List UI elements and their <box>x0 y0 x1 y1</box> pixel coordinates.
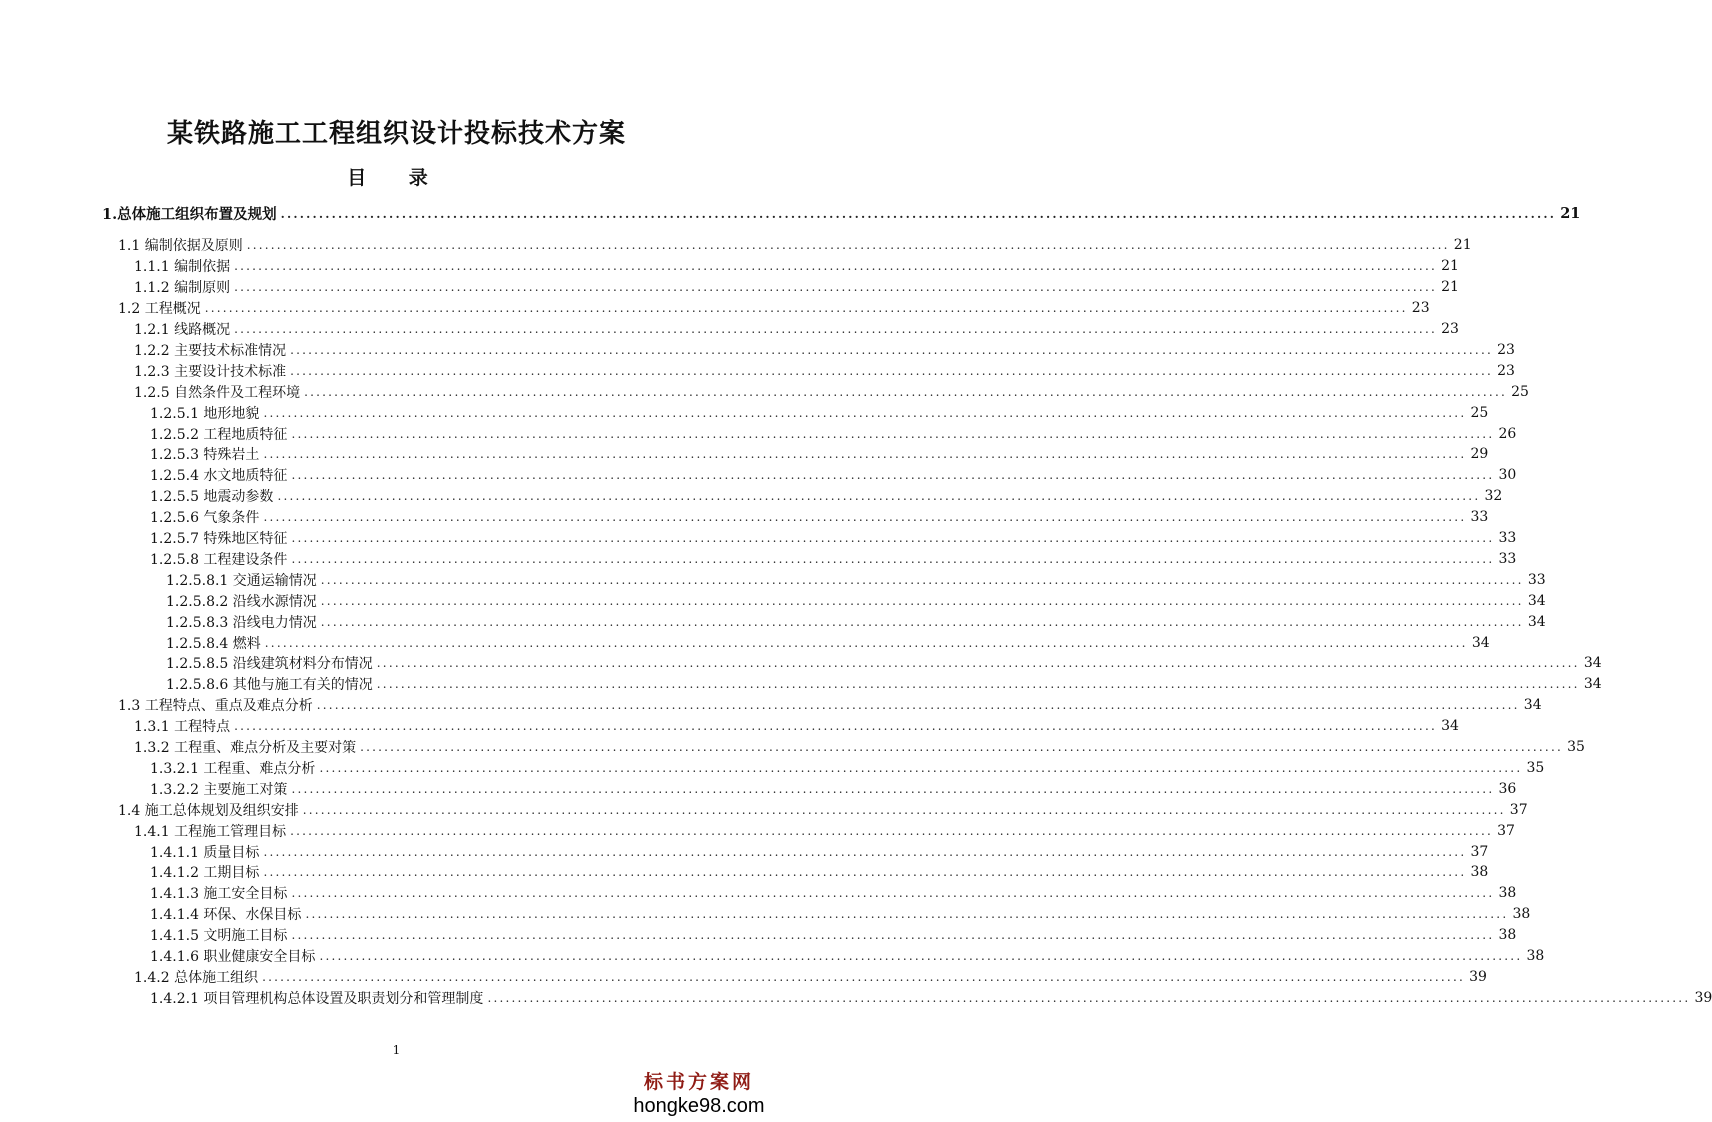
toc-entry-label: 1.总体施工组织布置及规划 <box>102 206 277 223</box>
toc-dot-leader: ........................................................................................................................................................................................................ <box>262 969 1465 984</box>
toc-dot-leader: ........................................................................................................................................................................................................ <box>291 886 1495 901</box>
toc-entry[interactable] <box>0 548 1517 569</box>
toc-dot-leader: ........................................................................................................................................................................................................ <box>204 301 1408 316</box>
toc-entry-page: 26 <box>1498 425 1517 442</box>
toc-entry-label: 1.3.2 工程重、难点分析及主要对策 <box>134 740 357 756</box>
toc-dot-leader: ........................................................................................................................................................................................................ <box>263 447 1467 462</box>
toc-entry-label: 1.2 工程概况 <box>118 301 201 318</box>
toc-entry-label: 1.2.5.3 特殊岩土 <box>150 447 260 464</box>
toc-entry-label: 1.2.1 线路概况 <box>134 322 231 338</box>
toc-entry[interactable] <box>0 235 1472 256</box>
toc-entry-page: 38 <box>1470 864 1489 881</box>
toc-dot-leader: ........................................................................................................................................................................................................ <box>291 531 1495 545</box>
toc-entry[interactable] <box>0 444 1489 465</box>
toc-entry-label: 1.4.1.2 工期目标 <box>150 865 260 882</box>
toc-entry-page: 33 <box>1527 571 1546 588</box>
toc-entry[interactable] <box>0 904 1531 925</box>
toc-dot-leader: ........................................................................................................................................................................................................ <box>302 802 1506 817</box>
toc-entry-label: 1.4.2 总体施工组织 <box>134 969 259 986</box>
toc-entry[interactable] <box>0 528 1517 549</box>
toc-entry-label: 1.2.3 主要设计技术标准 <box>134 363 287 380</box>
toc-entry-label: 1.3.2.1 工程重、难点分析 <box>150 760 316 777</box>
toc-entry-page: 34 <box>1527 592 1546 609</box>
toc-dot-leader: ........................................................................................................................................................................................................ <box>234 322 1437 336</box>
toc-entry-page: 33 <box>1498 530 1517 546</box>
toc-entry-label: 1.3 工程特点、重点及难点分析 <box>118 698 313 715</box>
toc-dot-leader: ........................................................................................................................................................................................................ <box>290 342 1493 357</box>
toc-entry[interactable] <box>0 653 1602 674</box>
toc-entry[interactable] <box>0 966 1487 987</box>
toc-entry-page: 35 <box>1567 739 1585 755</box>
toc-entry-label: 1.3.1 工程特点 <box>134 719 231 736</box>
toc-dot-leader: ........................................................................................................................................................................................................ <box>234 259 1437 274</box>
toc-entry[interactable] <box>0 590 1546 611</box>
toc-dot-leader: ........................................................................................................................................................................................................ <box>304 384 1507 399</box>
toc-entry-page: 25 <box>1511 383 1529 400</box>
toc-entry-label: 1.2.5.8.3 沿线电力情况 <box>166 614 317 631</box>
toc-entry-page: 38 <box>1498 885 1517 902</box>
toc-entry-label: 1.2.5.1 地形地貌 <box>150 405 260 422</box>
toc-dot-leader: ........................................................................................................................................................................................................ <box>234 719 1437 734</box>
toc-entry-label: 1.2.5.2 工程地质特征 <box>150 426 288 443</box>
toc-entry[interactable] <box>0 716 1459 737</box>
toc-dot-leader: ........................................................................................................................................................................................................ <box>291 928 1495 943</box>
toc-entry-page: 23 <box>1441 321 1459 337</box>
toc-entry[interactable] <box>0 820 1515 841</box>
toc-entry[interactable] <box>0 486 1503 507</box>
toc-entry-label: 1.2.5.8.6 其他与施工有关的情况 <box>166 677 373 694</box>
toc-entry-label: 1.2.5.7 特殊地区特征 <box>150 531 288 547</box>
toc-dot-leader: ........................................................................................................................................................................................................ <box>291 468 1495 483</box>
toc-dot-leader: ........................................................................................................................................................................................................ <box>316 698 1520 713</box>
toc-entry-page: 35 <box>1526 759 1545 776</box>
toc-entry[interactable] <box>0 319 1459 340</box>
toc-entry-page: 38 <box>1512 906 1531 923</box>
toc-entry-label: 1.4.1.1 质量目标 <box>150 844 260 861</box>
toc-entry[interactable] <box>0 203 1581 224</box>
toc-entry-page: 34 <box>1583 676 1602 693</box>
toc-entry-page: 34 <box>1441 718 1459 735</box>
toc-entry-label: 1.2.5.8 工程建设条件 <box>150 551 288 568</box>
toc-entry[interactable] <box>0 862 1489 883</box>
toc-entry-label: 1.2.5.8.1 交通运输情况 <box>166 572 317 589</box>
site-watermark <box>619 1070 779 1118</box>
toc-entry-page: 37 <box>1470 843 1489 860</box>
toc-entry-label: 1.2.5.8.4 燃料 <box>166 635 261 652</box>
toc-entry[interactable] <box>0 298 1430 319</box>
toc-entry-page: 36 <box>1498 780 1517 797</box>
toc-entry-page: 21 <box>1560 205 1581 222</box>
toc-dot-leader: ........................................................................................................................................................................................................ <box>291 426 1495 441</box>
toc-dot-leader: ........................................................................................................................................................................................................ <box>319 949 1523 963</box>
toc-dot-leader: ........................................................................................................................................................................................................ <box>263 865 1467 880</box>
toc-dot-leader: ........................................................................................................................................................................................................ <box>234 280 1437 295</box>
toc-dot-leader: ........................................................................................................................................................................................................ <box>376 656 1580 671</box>
toc-entry-label: 1.2.5 自然条件及工程环境 <box>134 384 301 401</box>
toc-entry-page: 34 <box>1523 697 1542 714</box>
toc-entry-label: 1.1.1 编制依据 <box>134 259 231 276</box>
toc-entry-page: 21 <box>1441 258 1459 275</box>
toc-entry-page: 32 <box>1484 488 1503 505</box>
toc-entry[interactable] <box>0 674 1602 695</box>
toc-entry[interactable] <box>0 987 1712 1008</box>
toc-entry[interactable] <box>0 737 1585 758</box>
toc-entry-label: 1.2.5.6 气象条件 <box>150 510 260 527</box>
toc-dot-leader: ........................................................................................................................................................................................................ <box>290 363 1493 378</box>
toc-entry-page: 30 <box>1498 467 1517 484</box>
toc-entry-page: 38 <box>1498 927 1517 944</box>
toc-entry[interactable] <box>0 799 1528 820</box>
toc-entry-page: 21 <box>1441 279 1459 296</box>
toc-entry-label: 1.2.5.8.5 沿线建筑材料分布情况 <box>166 656 373 673</box>
toc-heading: 目 录 <box>347 167 446 189</box>
toc-dot-leader: ........................................................................................................................................................................................................ <box>291 781 1495 796</box>
toc-dot-leader: ........................................................................................................................................................................................................ <box>246 238 1450 253</box>
toc-entry-page: 23 <box>1411 300 1430 317</box>
toc-entry-page: 34 <box>1583 655 1602 672</box>
toc-dot-leader: ........................................................................................................................................................................................................ <box>320 614 1524 629</box>
toc-entry[interactable] <box>0 339 1515 360</box>
toc-dot-leader: ........................................................................................................................................................................................................ <box>264 635 1468 650</box>
toc-entry-page: 21 <box>1453 237 1472 254</box>
toc-entry-label: 1.4 施工总体规划及组织安排 <box>118 802 299 819</box>
toc-entry-label: 1.4.1.6 职业健康安全目标 <box>150 949 316 965</box>
toc-dot-leader: ........................................................................................................................................................................................................ <box>305 907 1509 922</box>
toc-dot-leader: ........................................................................................................................................................................................................ <box>263 405 1467 420</box>
toc-entry-page: 37 <box>1509 801 1528 818</box>
toc-entry[interactable] <box>0 778 1517 799</box>
toc-dot-leader: ........................................................................................................................................................................................................ <box>487 990 1691 1005</box>
toc-entry-label: 1.3.2.2 主要施工对策 <box>150 781 288 798</box>
toc-entry-label: 1.4.1 工程施工管理目标 <box>134 823 287 840</box>
toc-dot-leader: ........................................................................................................................................................................................................ <box>263 844 1467 859</box>
toc-entry[interactable] <box>0 611 1546 632</box>
toc-entry-label: 1.4.1.4 环保、水保目标 <box>150 907 302 924</box>
toc-entry-page: 34 <box>1471 634 1490 651</box>
toc-entry-label: 1.2.5.5 地震动参数 <box>150 489 274 506</box>
toc-entry-page: 23 <box>1497 362 1515 379</box>
toc-entry[interactable] <box>0 841 1489 862</box>
toc-entry-page: 37 <box>1497 822 1515 839</box>
toc-entry-page: 38 <box>1526 948 1545 964</box>
toc-entry[interactable] <box>0 946 1545 967</box>
toc-entry-label: 1.4.2.1 项目管理机构总体设置及职责划分和管理制度 <box>150 990 484 1007</box>
document-title: 某铁路施工工程组织设计投标技术方案 <box>166 119 626 149</box>
watermark-url: hongke98.com <box>633 1095 765 1117</box>
toc-dot-leader: ........................................................................................................................................................................................................ <box>277 489 1481 504</box>
toc-entry[interactable] <box>0 381 1529 402</box>
toc-entry-page: 39 <box>1694 989 1712 1006</box>
toc-entry[interactable] <box>0 632 1490 653</box>
toc-dot-leader: ........................................................................................................................................................................................................ <box>290 823 1493 838</box>
toc-entry[interactable] <box>0 360 1515 381</box>
toc-dot-leader: ........................................................................................................................................................................................................ <box>320 593 1524 608</box>
toc-dot-leader: ........................................................................................................................................................................................................ <box>291 551 1495 566</box>
toc-entry-label: 1.2.5.8.2 沿线水源情况 <box>166 593 317 610</box>
toc-entry[interactable] <box>0 925 1517 946</box>
toc-entry-label: 1.1 编制依据及原则 <box>118 238 243 255</box>
toc-entry[interactable] <box>0 402 1489 423</box>
toc-entry-page: 23 <box>1497 341 1515 358</box>
toc-entry-page: 34 <box>1527 613 1546 630</box>
toc-entry-label: 1.2.2 主要技术标准情况 <box>134 342 287 359</box>
toc-entry[interactable] <box>0 695 1542 716</box>
toc-entry[interactable] <box>0 277 1459 298</box>
toc-entry[interactable] <box>0 465 1517 486</box>
toc-entry-label: 1.4.1.5 文明施工目标 <box>150 928 288 945</box>
watermark-brand: 标书方案网 <box>643 1071 754 1093</box>
toc-entry-page: 33 <box>1470 509 1489 526</box>
toc-entry[interactable] <box>0 883 1517 904</box>
toc-entry-label: 1.4.1.3 施工安全目标 <box>150 886 288 903</box>
toc-dot-leader: ........................................................................................................................................................................................................ <box>280 206 1557 221</box>
toc-entry-page: 25 <box>1470 404 1489 421</box>
toc-entry-page: 29 <box>1470 446 1489 463</box>
toc-entry-page: 39 <box>1469 968 1487 985</box>
toc-entry[interactable] <box>0 569 1546 590</box>
toc-entry[interactable] <box>0 423 1517 444</box>
toc-dot-leader: ........................................................................................................................................................................................................ <box>319 760 1523 775</box>
toc-dot-leader: ........................................................................................................................................................................................................ <box>320 572 1524 587</box>
toc-dot-leader: ........................................................................................................................................................................................................ <box>376 677 1580 692</box>
toc-entry[interactable] <box>0 256 1459 277</box>
toc-dot-leader: ........................................................................................................................................................................................................ <box>263 510 1467 525</box>
toc-entry-label: 1.1.2 编制原则 <box>134 280 231 297</box>
toc-entry-label: 1.2.5.4 水文地质特征 <box>150 468 288 485</box>
page-number: 1 <box>392 1043 401 1057</box>
toc-entry[interactable] <box>0 757 1545 778</box>
toc-entry[interactable] <box>0 507 1489 528</box>
toc-entry-page: 33 <box>1498 550 1517 567</box>
toc-dot-leader: ........................................................................................................................................................................................................ <box>360 740 1563 754</box>
